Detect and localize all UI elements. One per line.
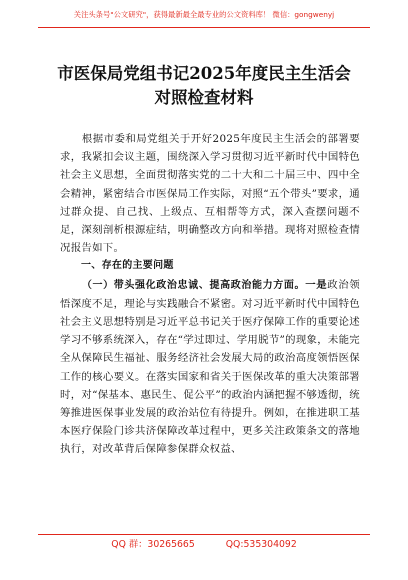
footer-qq: QQ:535304092 — [225, 539, 297, 550]
title-line-1: 市医保局党组书记2025年度民主生活会 — [57, 64, 351, 83]
subsection-text: 政治领悟深度不足，理论与实践融合不紧密。对习近平新时代中国特色社会主义思想特别是习近平总书记关于医疗保障工作的重要论述学习不够系统深入，存在“学过即过、学用脱节”的现象，未能完全从保障民生福祉、服务经济社会发展大局的政治高度领悟医保工作的核心要义。在落实国家和省关于医保改革的重大决策部署时，对“保基本、惠民生、促公平”的政治内涵把握不够透彻，统筹推进医保事业发展的政治站位有待提升。例如，在推进职工基本医疗保险门诊共济保障改革过程中，更多关注政策条文的落地执行，对改革背后保障参保群众权益、 — [60, 278, 360, 456]
subsection-paragraph — [60, 276, 360, 459]
header-notice: 关注头条号"公文研究"，获得最新最全最专业的公文资料库！ 微信：gongwenyj — [73, 10, 335, 19]
document-title — [30, 62, 378, 110]
intro-paragraph: 根据市委和局党组关于开好2025年度民主生活会的部署要求，我紧扣会议主题，围绕深入学习贯彻习近平新时代中国特色社会主义思想，全面贯彻落实党的二十大和二十届三中、四中全会精神，紧密结合市医保局工作实际，对照“五个带头”要求，通过群众提、自己找、上级点、互相帮等方式，深入查摆问题不足，深刻剖析根源症结，明确整改方向和举措。现将对照检查情况报告如下。 — [60, 133, 360, 255]
subsection-heading: （一）带头强化政治忠诚、提高政治能力方面。 — [81, 279, 306, 291]
title-line-2: 对照检查材料 — [154, 88, 254, 107]
footer-qq-group: QQ 群：30265665 — [111, 539, 195, 550]
footer-divider — [38, 534, 370, 535]
document-body — [60, 130, 360, 459]
page-footer — [38, 538, 370, 552]
page-header — [38, 9, 370, 39]
header-divider — [38, 27, 370, 28]
subsection-lead: 一是 — [305, 278, 328, 291]
section-heading: 一、存在的主要问题 — [81, 260, 174, 272]
